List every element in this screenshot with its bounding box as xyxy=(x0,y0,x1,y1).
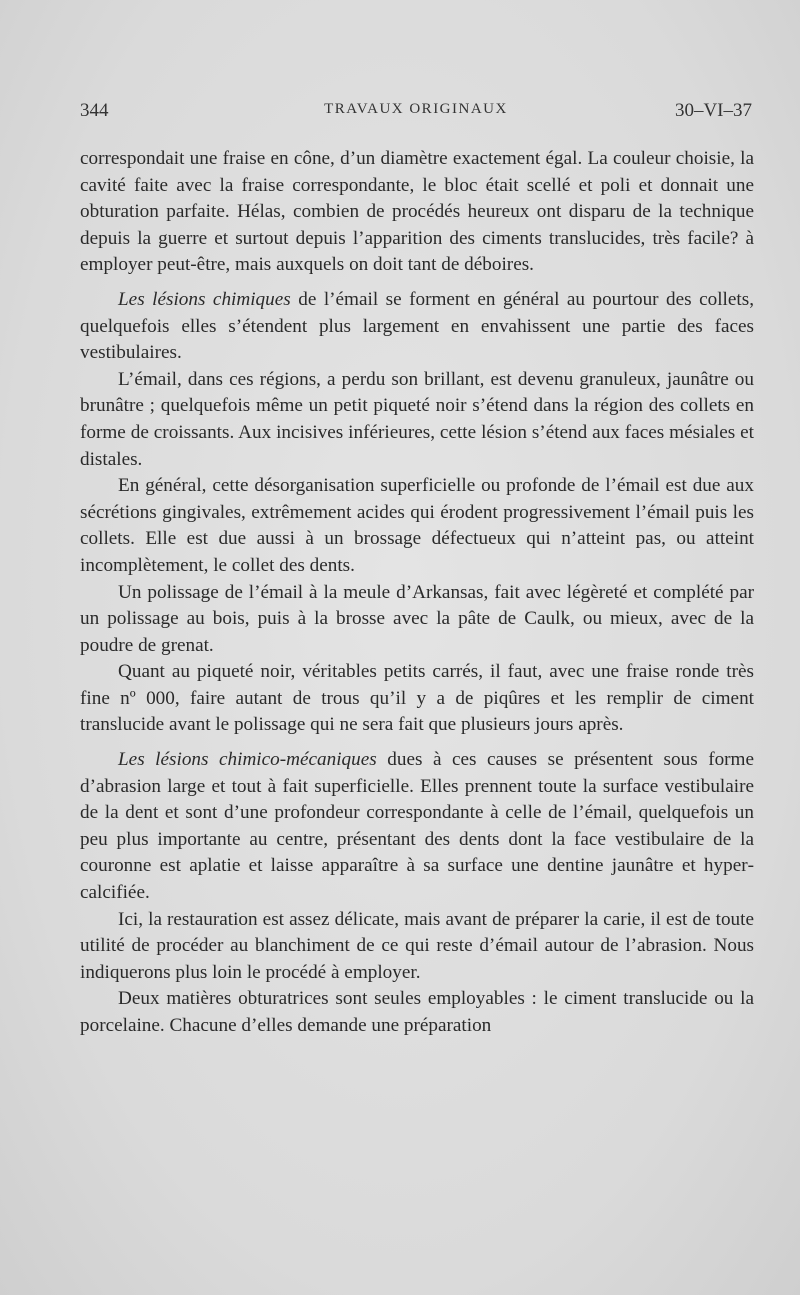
paragraph xyxy=(80,580,754,660)
paragraph-text: correspondait une fraise en cône, d’un diamètre exactement égal. La couleur choisie, la cavité faite avec la fraise correspondante, le bloc était scellé et poli et donnait une obturation parfaite. Hélas, combien de procédés heureux ont disparu de la technique depuis la guerre et surtout depuis l’apparition des ciments translucides, très facile? à employer peut-être, mais auxquels on doit tant de déboires. xyxy=(80,148,754,276)
paragraph-text: Un polissage de l’émail à la meule d’Arkansas, fait avec légèreté et complété par un polissage au bois, puis à la brosse avec la pâte de Caulk, ou mieux, avec de la poudre de grenat. xyxy=(80,581,754,656)
page-header xyxy=(80,100,752,126)
paragraph xyxy=(80,473,754,579)
paragraph-text: de l’émail se forment en général au pourtour des collets, quelquefois elles s’étendent plus largement en envahissent une partie des faces vestibulaires. xyxy=(80,288,754,364)
paragraph xyxy=(80,747,754,907)
header-date: 30–VI–37 xyxy=(674,100,752,121)
paragraph xyxy=(80,986,754,1039)
paragraph-text: L’émail, dans ces régions, a perdu son brillant, est devenu granuleux, jaunâtre ou brunâtre ; quelquefois même un petit piqueté noir s’étend dans la région des collets en forme de croissants. Aux incisives inférieures, cette lésion s’étend aux faces mésiales et distales. xyxy=(80,368,754,470)
paragraph-text: Quant au piqueté noir, véritables petits carrés, il faut, avec une fraise ronde très fine nº 000, faire autant de trous qu’il y a de piqûres et les remplir de ciment translucide avant le polissage qui ne sera fait que plusieurs jours après. xyxy=(80,661,754,736)
paragraph xyxy=(80,659,754,739)
paragraph-text: En général, cette désorganisation superficielle ou profonde de l’émail est due aux sécrétions gingivales, extrêmement acides qui érodent progressivement l’émail puis les collets. Elle est due aussi à un brossage défectueux qui n’atteint pas, ou atteint incomplètement, le collet des dents. xyxy=(80,475,754,576)
paragraph xyxy=(80,367,754,473)
page-number: 344 xyxy=(80,100,109,121)
paragraph xyxy=(80,146,754,279)
paragraph-text: dues à ces causes se présentent sous forme d’abrasion large et tout à fait superficielle. Elles prennent toute la surface vestibulaire de la dent et sont d’une profondeur correspondante à celle de l’émail, quelquefois un peu plus importante au centre, présentant des dents dont la face vestibulaire de la couronne est aplatie et laisse apparaître à sa surface une dentine jaunâtre et hypercalcifiée. xyxy=(80,749,755,904)
running-title: TRAVAUX ORIGINAUX xyxy=(324,101,508,117)
paragraph-text: Deux matières obturatrices sont seules employables : le ciment translucide ou la porcelaine. Chacune d’elles demande une préparation xyxy=(80,988,754,1036)
paragraph-lead: Les lésions chimiques xyxy=(118,288,291,310)
paragraph xyxy=(80,287,754,367)
paragraph xyxy=(80,907,754,987)
paragraph-text: Ici, la restauration est assez délicate, mais avant de préparer la carie, il est de toute utilité de procéder au blanchiment de ce qui reste d’émail autour de l’abrasion. Nous indiquerons plus loin le procédé à employer. xyxy=(80,908,754,983)
paragraph-lead: Les lésions chimico-mécaniques xyxy=(118,749,377,771)
body-text xyxy=(80,146,754,1040)
